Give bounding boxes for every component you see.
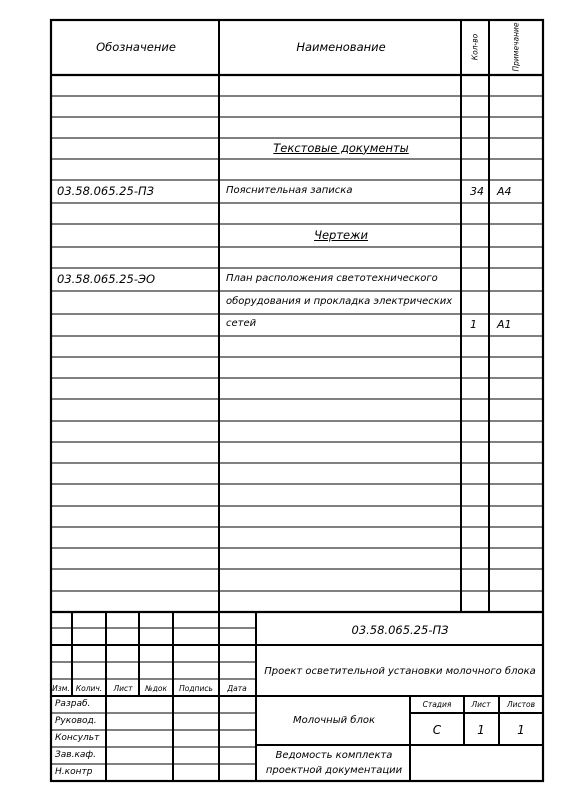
header-designation: Обозначение <box>96 40 176 54</box>
row-name: Чертежи <box>314 227 368 242</box>
stamp-project-title: Проект осветительной установки молочного блока <box>264 666 536 677</box>
row-qty: 1 <box>470 318 477 331</box>
row-designation: 03.58.065.25-ПЗ <box>57 183 154 198</box>
sheets-value: 1 <box>517 723 525 737</box>
table-row-lines <box>51 96 543 591</box>
row-name: Пояснительная записка <box>226 184 353 196</box>
row-designation: 03.58.065.25-ЭО <box>57 271 156 286</box>
header-name: Наименование <box>296 40 386 54</box>
role-konsult: Консульт <box>55 733 100 743</box>
sheets-label: Листов <box>506 700 536 709</box>
stamp-doc-title-line1: Ведомость комплекта <box>275 750 393 761</box>
role-zavkaf: Зав.каф. <box>55 750 96 760</box>
stamp-doc-title-line2: проектной документации <box>265 765 403 776</box>
change-col-podpis: Подпись <box>179 684 213 693</box>
role-rukovod: Руковод. <box>55 716 97 726</box>
stage-label: Стадия <box>422 700 452 709</box>
change-col-list: Лист <box>113 684 133 693</box>
role-nkontr: Н.контр <box>55 767 93 777</box>
stamp-doc-code: 03.58.065.25-ПЗ <box>351 623 449 637</box>
stamp-object: Молочный блок <box>293 715 375 726</box>
change-col-izm: Изм. <box>52 684 70 693</box>
row-name: Текстовые документы <box>273 140 409 155</box>
stage-value: С <box>432 723 442 737</box>
change-col-kolich: Колич. <box>75 684 103 693</box>
sheet-label: Лист <box>471 700 491 709</box>
row-qty: 34 <box>470 184 484 198</box>
row-note: А1 <box>497 318 512 331</box>
sheet-value: 1 <box>477 723 485 737</box>
change-col-ndok: №док <box>144 684 168 693</box>
row-name: оборудования и прокладка электрических <box>226 295 453 307</box>
row-name: сетей <box>226 318 257 329</box>
header-note: Примечание <box>511 22 521 72</box>
role-razrab: Разраб. <box>55 699 91 709</box>
row-name: План расположения светотехнического <box>226 272 438 284</box>
row-note: А4 <box>497 184 512 198</box>
header-qty: Кол-во <box>470 33 480 61</box>
change-col-data: Дата <box>227 684 247 693</box>
